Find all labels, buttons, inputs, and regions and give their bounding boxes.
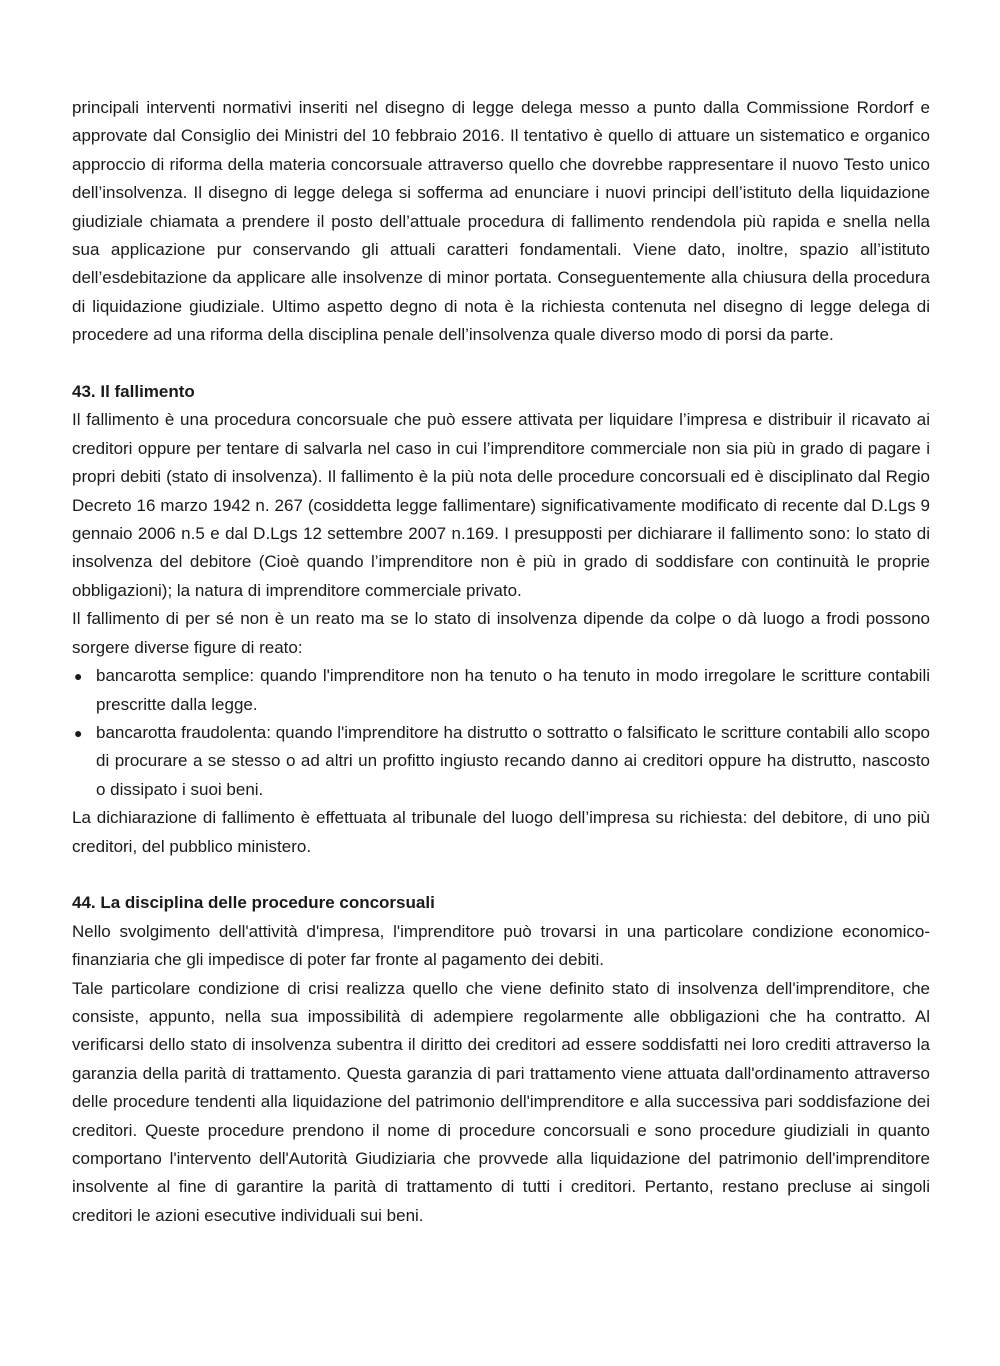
list-item [72,662,930,719]
section-43-paragraph-2: Il fallimento di per sé non è un reato ma se lo stato di insolvenza dipende da colpe o dà luogo a frodi possono sorgere diverse figure di reato: [72,609,930,657]
offense-list [72,662,930,804]
spacer [72,861,930,889]
section-44-heading: 44. La disciplina delle procedure concorsuali [72,893,435,913]
spacer [72,350,930,378]
bullet-icon: ● [74,668,83,685]
bullet-icon: ● [74,724,83,741]
intro-paragraph: principali interventi normativi inseriti nel disegno di legge delega messo a punto dalla Commissione Rordorf e approvate dal Consiglio dei Ministri del 10 febbraio 2016. Il tentativo è quello di attuare un sistematico e organico approccio di riforma della materia concorsuale attraverso quello che dovrebbe rappresentare il nuovo Testo unico dell’insolvenza. Il disegno di legge delega si sofferma ad enunciare i nuovi principi dell’istituto della liquidazione giudiziale chiamata a prendere il posto dell’attuale procedura di fallimento rendendola più rapida e snella nella sua applicazione pur conservando gli attuali caratteri fondamentali. Viene dato, inoltre, spazio all’istituto dell’esdebitazione da applicare alle insolvenze di minor portata. Conseguentemente alla chiusura della procedura di liquidazione giudiziale. Ultimo aspetto degno di nota è la richiesta contenuta nel disegno di legge delega di procedere ad una riforma della disciplina penale dell’insolvenza quale diverso modo di porsi da parte. [72,98,930,345]
document-page [72,94,930,1230]
section-43-heading: 43. Il fallimento [72,382,195,402]
list-item-text: bancarotta fraudolenta: quando l'imprenditore ha distrutto o sottratto o falsificato le scritture contabili allo scopo di procurare a se stesso o ad altri un profitto ingiusto recando danno ai creditori oppure ha distrutto, nascosto o dissipato i suoi beni. [96,722,930,799]
list-item [72,719,930,804]
section-44-paragraph-2: Tale particolare condizione di crisi realizza quello che viene definito stato di insolvenza dell'imprenditore, che consiste, appunto, nella sua impossibilità di adempiere regolarmente alle obbligazioni che ha contratto. Al verificarsi dello stato di insolvenza subentra il diritto dei creditori ad essere soddisfatti nei loro crediti attraverso la garanzia della parità di trattamento. Questa garanzia di pari trattamento viene attuata dall'ordinamento attraverso delle procedure tendenti alla liquidazione del patrimonio dell'imprenditore e alla successiva pari soddisfazione dei creditori. Queste procedure prendono il nome di procedure concorsuali e sono procedure giudiziali in quanto comportano l'intervento dell'Autorità Giudiziaria che provvede alla liquidazione del patrimonio dell'imprenditore insolvente al fine di garantire la parità di trattamento di tutti i creditori. Pertanto, restano precluse ai singoli creditori le azioni esecutive individuali sui beni. [72,978,930,1225]
section-44-paragraph-1: Nello svolgimento dell'attività d'impresa, l'imprenditore può trovarsi in una particolare condizione economico-finanziaria che gli impedisce di poter far fronte al pagamento dei debiti. [72,921,930,970]
section-43-paragraph-3: La dichiarazione di fallimento è effettuata al tribunale del luogo dell’impresa su richiesta: del debitore, di uno più creditori, del pubblico ministero. [72,808,930,856]
list-item-text: bancarotta semplice: quando l'imprenditore non ha tenuto o ha tenuto in modo irregolare le scritture contabili prescritte dalla legge. [96,666,930,714]
section-43-paragraph-1: Il fallimento è una procedura concorsuale che può essere attivata per liquidare l’impresa e distribuir il ricavato ai creditori oppure per tentare di salvarla nel caso in cui l’imprenditore commerciale non sia più in grado di pagare i propri debiti (stato di insolvenza). Il fallimento è la più nota delle procedure concorsuali ed è disciplinato dal Regio Decreto 16 marzo 1942 n. 267 (cosiddetta legge fallimentare) significativamente modificato di recente dal D.Lgs 9 gennaio 2006 n.5 e dal D.Lgs 12 settembre 2007 n.169. I presupposti per dichiarare il fallimento sono: lo stato di insolvenza del debitore (Cioè quando l’imprenditore non è più in grado di soddisfare con continuità le proprie obbligazioni); la natura di imprenditore commerciale privato. [72,410,930,600]
